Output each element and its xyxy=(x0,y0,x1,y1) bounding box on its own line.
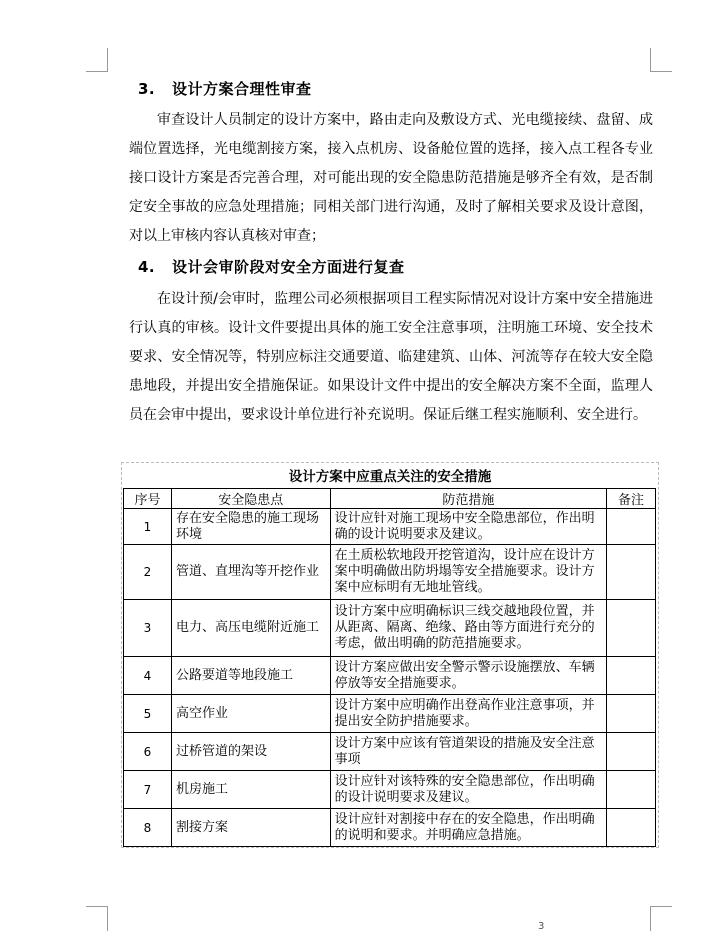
table-row xyxy=(124,695,656,733)
header-measure: 防范措施 xyxy=(330,489,606,509)
row-hazard: 高空作业 xyxy=(171,695,330,733)
section-4-number: 4. xyxy=(138,258,156,276)
row-hazard: 管道、直埋沟等开挖作业 xyxy=(171,545,330,600)
table-row xyxy=(124,545,656,600)
safety-measures-table-container xyxy=(121,462,659,848)
row-note xyxy=(607,657,656,695)
row-no: 7 xyxy=(124,771,172,809)
header-note: 备注 xyxy=(607,489,656,509)
row-note xyxy=(607,809,656,847)
row-note xyxy=(607,695,656,733)
table-row xyxy=(124,771,656,809)
row-measure: 设计方案中应明确标识三线交越地段位置，并从距离、隔离、绝缘、路由等方面进行充分的考虑，做出明确的防范措施要求。 xyxy=(330,600,606,657)
row-hazard: 存在安全隐患的施工现场环境 xyxy=(171,509,330,545)
row-measure: 设计方案中应明确作出登高作业注意事项，并提出安全防护措施要求。 xyxy=(330,695,606,733)
section-4-heading xyxy=(138,256,405,277)
row-hazard: 过桥管道的架设 xyxy=(171,733,330,771)
row-note xyxy=(607,509,656,545)
row-hazard: 电力、高压电缆附近施工 xyxy=(171,600,330,657)
row-no: 6 xyxy=(124,733,172,771)
section-4-title: 设计会审阶段对安全方面进行复查 xyxy=(172,258,405,276)
crop-mark xyxy=(86,71,108,72)
row-no: 8 xyxy=(124,809,172,847)
row-no: 4 xyxy=(124,657,172,695)
row-measure: 设计应针对该特殊的安全隐患部位，作出明确的设计说明要求及建议。 xyxy=(330,771,606,809)
crop-mark xyxy=(86,906,108,907)
row-no: 5 xyxy=(124,695,172,733)
safety-measures-table xyxy=(123,488,656,847)
crop-mark xyxy=(107,48,108,72)
row-no: 1 xyxy=(124,509,172,545)
row-measure: 设计应针对施工现场中安全隐患部位，作出明确的设计说明要求及建议。 xyxy=(330,509,606,545)
table-header-row xyxy=(124,489,656,509)
crop-mark xyxy=(107,906,108,931)
table-title: 设计方案中应重点关注的安全措施 xyxy=(288,469,492,485)
section-4-body: 在设计预/会审时，监理公司必须根据项目工程实际情况对设计方案中安全措施进行认真的审核。设计文件要提出具体的施工安全注意事项，注明施工环境、安全技术要求、安全情况等，特别应标注交通要道、临建建筑、山体、河流等存在较大安全隐患地段，并提出安全措施保证。如果设计文件中提出的安全解决方案不全面，监理人员在会审中提出，要求设计单位进行补充说明。保证后继工程实施顺利、安全进行。 xyxy=(129,291,653,423)
section-3-number: 3. xyxy=(138,80,156,98)
row-measure: 设计应针对割接中存在的安全隐患，作出明确的说明和要求。并明确应急措施。 xyxy=(330,809,606,847)
row-measure: 在土质松软地段开挖管道沟，设计应在设计方案中明确做出防坍塌等安全措施要求。设计方案中应标明有无地址管线。 xyxy=(330,545,606,600)
row-hazard: 割接方案 xyxy=(171,809,330,847)
row-note xyxy=(607,545,656,600)
row-no: 2 xyxy=(124,545,172,600)
header-hazard: 安全隐患点 xyxy=(171,489,330,509)
table-row xyxy=(124,509,656,545)
page-number: 3 xyxy=(538,921,545,932)
table-row xyxy=(124,600,656,657)
table-row xyxy=(124,809,656,847)
crop-mark xyxy=(650,906,672,907)
row-no: 3 xyxy=(124,600,172,657)
row-measure: 设计方案应做出安全警示警示设施摆放、车辆停放等安全措施要求。 xyxy=(330,657,606,695)
section-3-body: 审查设计人员制定的设计方案中，路由走向及敷设方式、光电缆接续、盘留、成端位置选择，光电缆割接方案，接入点机房、设备舱位置的选择，接入点工程各专业接口设计方案是否完善合理，对可能出现的安全隐患防范措施是够齐全有效，是否制定安全事故的应急处理措施；同相关部门进行沟通，及时了解相关要求及设计意图，对以上审核内容认真核对审查； xyxy=(129,112,653,244)
crop-mark xyxy=(650,48,651,72)
crop-mark xyxy=(650,906,651,931)
row-hazard: 公路要道等地段施工 xyxy=(171,657,330,695)
header-no: 序号 xyxy=(124,489,172,509)
row-note xyxy=(607,733,656,771)
section-3-title: 设计方案合理性审查 xyxy=(172,80,312,98)
section-3-heading xyxy=(138,78,312,99)
table-row xyxy=(124,733,656,771)
row-note xyxy=(607,600,656,657)
crop-mark xyxy=(650,71,672,72)
row-hazard: 机房施工 xyxy=(171,771,330,809)
row-note xyxy=(607,771,656,809)
row-measure: 设计方案中应该有管道架设的措施及安全注意事项 xyxy=(330,733,606,771)
table-row xyxy=(124,657,656,695)
